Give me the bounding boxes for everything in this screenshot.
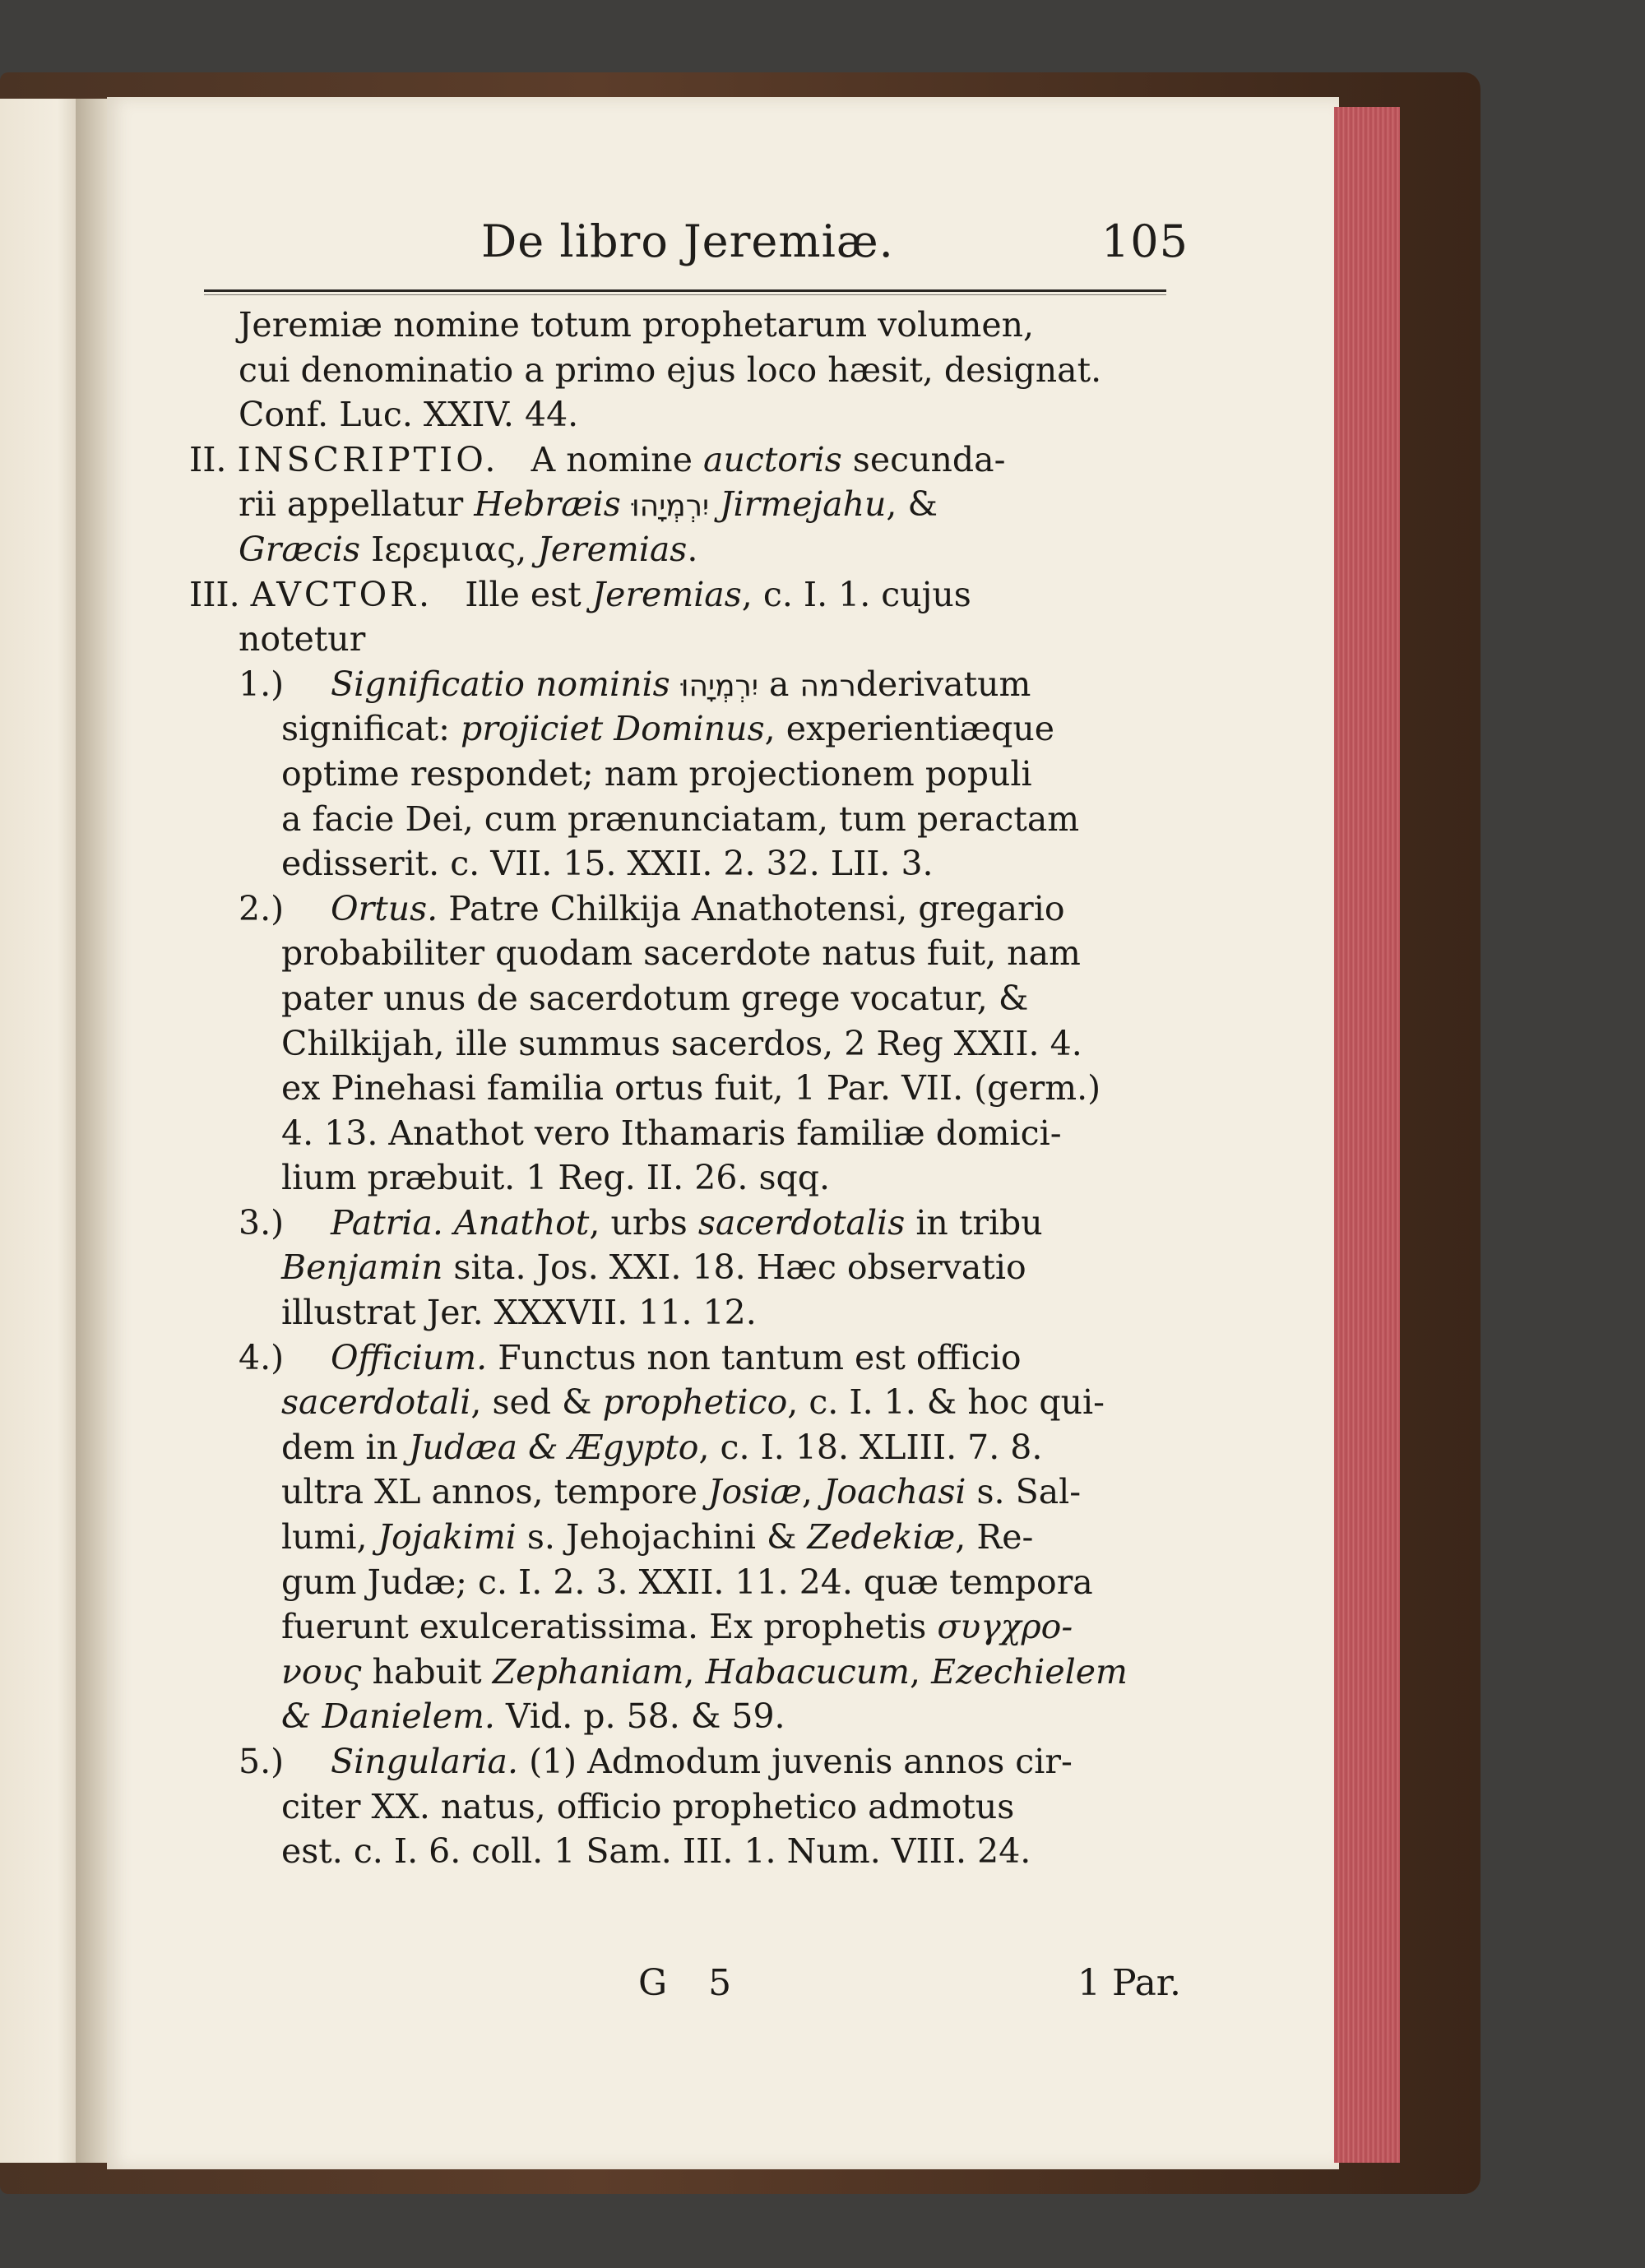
text-line: ultra XL annos, tempore Josiæ, Joachasi s. Sal- — [281, 1472, 1082, 1512]
text-line: Græcis Ιερεμιας, Jeremias. — [239, 529, 698, 569]
text-line: probabiliter quodam sacerdote natus fuit, nam — [281, 933, 1081, 974]
text-line: Jeremiæ nomine totum prophetarum volumen, — [239, 305, 1035, 345]
text-line: ex Pinehasi familia ortus fuit, 1 Par. VII. (germ.) — [281, 1068, 1101, 1109]
footer — [638, 1962, 1181, 2011]
header-rule-thin — [204, 294, 1166, 295]
text-line: Chilkijah, ille summus sacerdos, 2 Reg XXII. 4. — [281, 1023, 1082, 1063]
section-inscriptio: II. INSCRIPTIO. A nomine auctoris secunda- — [189, 439, 1006, 479]
body-text — [189, 303, 1176, 1874]
text-line: νους habuit Zephaniam, Habacucum, Ezechielem — [281, 1651, 1128, 1692]
text-line: dem in Judæa & Ægypto, c. I. 18. XLIII. 7. 8. — [281, 1427, 1043, 1467]
text-line: citer XX. natus, officio prophetico admotus — [281, 1786, 1015, 1826]
catchword: 1 Par. — [1077, 1962, 1181, 2004]
text-line: illustrat Jer. XXXVII. 11. 12. — [281, 1293, 757, 1333]
text-line: sacerdotali, sed & prophetico, c. I. 1. & hoc qui- — [281, 1382, 1105, 1423]
item-officium: 4.) Officium. Functus non tantum est officio — [239, 1337, 1022, 1377]
text-line: a facie Dei, cum prænunciatam, tum peractam — [281, 798, 1080, 839]
text-line: lumi, Jojakimi s. Jehojachini & Zedekiæ, Re- — [281, 1517, 1034, 1558]
item-significatio: 1.) Significatio nominis יִרְמְיָהוּ a רמהderivatum — [239, 664, 1031, 704]
item-patria: 3.) Patria. Anathot, urbs sacerdotalis in tribu — [239, 1202, 1043, 1243]
text-line: Benjamin sita. Jos. XXI. 18. Hæc observatio — [281, 1247, 1026, 1288]
text-line: Conf. Luc. XXIV. 44. — [239, 395, 579, 435]
section-auctor: III. AVCTOR. Ille est Jeremias, c. I. 1. cujus — [189, 574, 971, 614]
page-number: 105 — [1101, 215, 1189, 267]
item-singularia: 5.) Singularia. (1) Admodum juvenis annos cir- — [239, 1742, 1073, 1781]
page-title: De libro Jeremiæ. — [481, 215, 894, 267]
header-rule — [204, 289, 1166, 292]
text-line: est. c. I. 6. coll. 1 Sam. III. 1. Num. VIII. 24. — [281, 1831, 1031, 1872]
text-line: edisserit. c. VII. 15. XXII. 2. 32. LII. 3. — [281, 844, 934, 884]
text-line: optime respondet; nam projectionem populi — [281, 753, 1032, 794]
text-line: 4. 13. Anathot vero Ithamaris familiæ domici- — [281, 1113, 1062, 1153]
text-line: significat: projiciet Dominus, experientiæque — [281, 709, 1055, 749]
text-line: cui denominatio a primo ejus loco hæsit, designat. — [239, 349, 1102, 390]
text-line: notetur — [239, 619, 366, 660]
text-line: fuerunt exulceratissima. Ex prophetis συγχρο- — [281, 1607, 1073, 1647]
text-line: rii appellatur Hebræis יִרְמְיָהוּ Jirmejahu, & — [239, 484, 938, 525]
text-line: & Danielem. Vid. p. 58. & 59. — [281, 1696, 785, 1737]
item-ortus: 2.) Ortus. Patre Chilkija Anathotensi, gregario — [239, 888, 1065, 928]
left-page-edge — [0, 99, 82, 2163]
signature-mark: G 5 — [638, 1962, 747, 2004]
text-line: gum Judæ; c. I. 2. 3. XXII. 11. 24. quæ tempora — [281, 1562, 1093, 1602]
text-line: pater unus de sacerdotum grege vocatur, & — [281, 978, 1029, 1018]
running-head — [481, 215, 1189, 273]
red-page-edges — [1334, 107, 1400, 2163]
text-line: lium præbuit. 1 Reg. II. 26. sqq. — [281, 1158, 831, 1198]
